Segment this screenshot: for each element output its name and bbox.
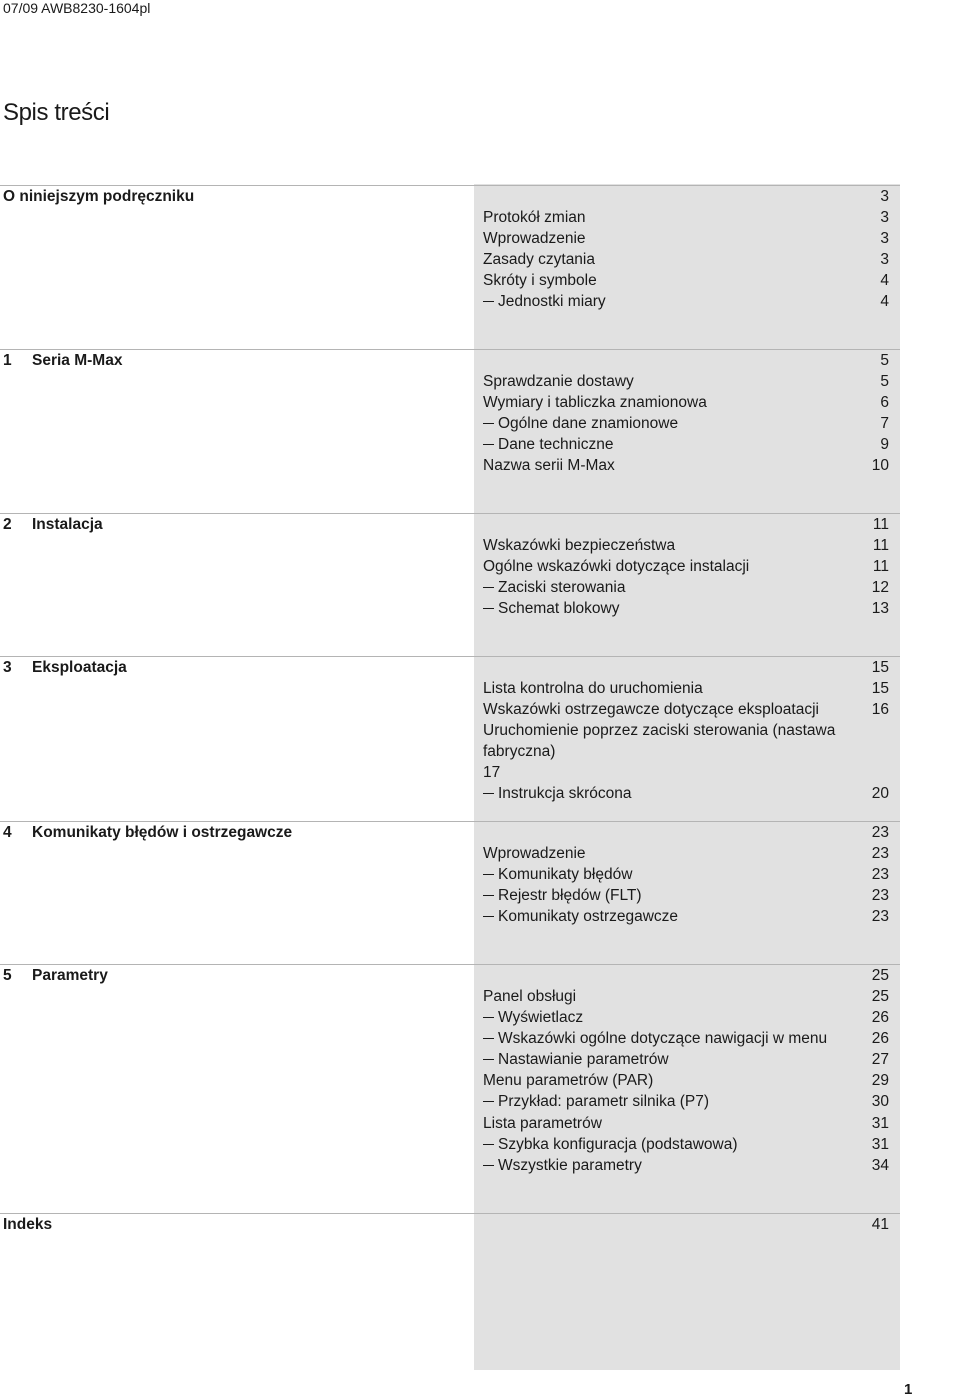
toc-entry-list [483,986,889,1176]
toc-section-page: 11 [872,516,889,533]
toc-subentry[interactable] [483,906,889,927]
toc-section-number: 3 [3,659,12,676]
toc-entry-list [483,371,889,476]
toc-subentry[interactable] [483,1155,889,1176]
toc-entry-text: Protokół zmian [483,209,586,226]
toc-entry-page: 17 [483,764,501,782]
toc-subentry[interactable] [483,1007,889,1028]
toc-entry-list [483,207,889,312]
toc-entry-text: Rejestr błędów (FLT) [498,887,642,905]
toc-entry-text: Sprawdzanie dostawy [483,373,634,390]
toc-subentry[interactable] [483,1091,889,1112]
toc-subentry[interactable] [483,783,889,804]
dash-icon [483,434,498,455]
toc-subentry[interactable] [483,885,889,906]
toc-entry-page: 3 [880,209,889,226]
toc-entry-page: 3 [880,230,889,248]
toc-entry[interactable] [483,207,889,228]
toc-entry-page: 16 [871,701,889,719]
toc-entry-text: Uruchomienie poprzez zaciski sterowania (nastawa fabryczna) [483,722,836,761]
toc-entry-text: Wskazówki ogólne dotyczące nawigacji w menu [498,1030,828,1048]
toc-entry[interactable] [483,986,889,1007]
toc-section-title[interactable] [3,514,103,535]
toc-section-title-text: Parametry [32,967,108,984]
toc-entry-page: 23 [871,887,889,905]
toc-entry-page: 10 [871,457,889,475]
toc-section-page: 23 [871,824,889,841]
toc-entry[interactable] [483,699,889,720]
toc-section-title[interactable] [3,965,108,986]
toc-entry[interactable] [483,371,889,392]
toc-entry-text: Wyświetlacz [498,1009,584,1027]
page-number: 1 [904,1381,913,1398]
toc-entry-text: Ogólne dane znamionowe [498,415,679,433]
toc-entry[interactable] [483,455,889,476]
toc-entry[interactable] [483,228,889,249]
toc-section-number: 1 [3,352,12,369]
toc-entry-list [483,535,889,619]
toc-section-page: 25 [871,967,889,984]
dash-icon [483,1091,498,1112]
dash-icon [483,1134,498,1155]
toc-entry-text: Schemat blokowy [498,600,620,618]
toc-entry-page: 12 [871,579,889,597]
toc-entry-page: 7 [880,415,889,433]
toc-entry[interactable] [483,843,889,864]
toc-entry-text: Zaciski sterowania [498,579,626,597]
dash-icon [483,577,498,598]
toc-entry-text: Nastawianie parametrów [498,1051,669,1069]
toc-section-title-text: Eksploatacja [32,659,127,676]
toc-entry-page: 31 [871,1114,889,1132]
toc-section-number: 2 [3,516,12,533]
toc-entry-page: 3 [880,251,889,269]
dash-icon [483,598,498,619]
toc-entry[interactable] [483,249,889,270]
toc-entry-page: 26 [871,1030,889,1048]
toc-entry-text: Skróty i symbole [483,272,597,290]
dash-icon [483,413,498,434]
toc-entry[interactable] [483,720,889,783]
toc-entry-page: 26 [871,1009,889,1027]
toc-entry[interactable] [483,392,889,413]
toc-entry-text: Szybka konfiguracja (podstawowa) [498,1135,738,1153]
toc-section-title-text: Komunikaty błędów i ostrzegawcze [32,824,293,841]
toc-section-page: 5 [880,352,889,369]
toc-entry[interactable] [483,1070,889,1091]
toc-entry-page: 34 [871,1156,889,1174]
dash-icon [483,291,498,312]
toc-section-page: 41 [871,1216,889,1233]
section-divider [0,964,900,965]
section-divider [0,656,900,657]
toc-entry-text: Instrukcja skrócona [498,785,632,803]
toc-section-title-text: Indeks [3,1216,53,1233]
document-id: 07/09 AWB8230-1604pl [3,0,151,16]
toc-subentry[interactable] [483,1134,889,1155]
dash-icon [483,1007,498,1028]
toc-entry-page: 31 [871,1135,889,1153]
toc-section-title[interactable] [3,822,292,843]
toc-entry-page: 5 [880,373,889,390]
toc-entry-text: Jednostki miary [498,293,606,311]
toc-entry-text: Panel obsługi [483,988,577,1005]
toc-subentry[interactable] [483,598,889,619]
toc-section-number: 4 [3,824,12,841]
toc-entry-page: 4 [880,293,889,311]
toc-entry-page: 20 [871,785,889,803]
toc-section-title-text: O niniejszym podręczniku [3,188,195,205]
toc-entry-page: 30 [871,1093,889,1111]
toc-entry-text: Wprowadzenie [483,845,586,862]
toc-section-page: 3 [880,188,889,205]
page-title: Spis treści [3,99,110,126]
toc-entry-page: 25 [871,988,889,1005]
toc-section-title[interactable] [3,350,122,371]
toc-entry-text: Wskazówki ostrzegawcze dotyczące eksploatacji [483,701,819,719]
toc-entry-text: Lista parametrów [483,1114,602,1132]
section-divider [0,349,900,350]
toc-entry-text: Wymiary i tabliczka znamionowa [483,394,707,412]
toc-entry-text: Wskazówki bezpieczeństwa [483,537,676,554]
toc-section-number: 5 [3,967,12,984]
dash-icon [483,885,498,906]
toc-entry-page: 23 [871,866,889,884]
toc-entry-text: Zasady czytania [483,251,595,269]
toc-entry[interactable] [483,270,889,291]
toc-entry-page: 15 [871,680,889,697]
toc-section-title[interactable] [3,657,127,678]
toc-entry-text: Komunikaty błędów [498,866,633,884]
toc-entry-text: Menu parametrów (PAR) [483,1072,654,1090]
toc-subentry[interactable] [483,434,889,455]
toc-entry-text: Komunikaty ostrzegawcze [498,908,679,926]
toc-entry-text: Wszystkie parametry [498,1156,642,1174]
toc-subentry[interactable] [483,1049,889,1070]
toc-entry-page: 6 [880,394,889,412]
toc-entry-page: 23 [871,908,889,926]
toc-entry-page: 29 [871,1072,889,1090]
toc-entry-page: 9 [880,436,889,454]
toc-entry-list [483,678,889,805]
toc-entry-page: 4 [880,272,889,290]
section-divider [0,513,900,514]
dash-icon [483,1028,498,1049]
toc-entry[interactable] [483,678,889,699]
toc-subentry[interactable] [483,577,889,598]
toc-entry-text: Nazwa serii M-Max [483,457,615,475]
toc-section-title-text: Instalacja [32,516,103,533]
toc-subentry[interactable] [483,413,889,434]
toc-entry-page: 11 [872,558,889,576]
dash-icon [483,1155,498,1176]
toc-section-page: 15 [871,659,889,676]
toc-entry[interactable] [483,556,889,577]
toc-section-title-text: Seria M-Max [32,352,123,369]
dash-icon [483,864,498,885]
toc-entry-page: 23 [871,845,889,862]
toc-entry-page: 13 [871,600,889,618]
toc-entry-text: Lista kontrolna do uruchomienia [483,680,703,697]
toc-entry[interactable] [483,1113,889,1134]
toc-subentry[interactable] [483,291,889,312]
toc-section-title[interactable] [3,186,194,207]
toc-subentry[interactable] [483,1028,889,1049]
toc-entry-text: Wprowadzenie [483,230,586,248]
toc-entry-page: 27 [871,1051,889,1069]
toc-entry-text: Ogólne wskazówki dotyczące instalacji [483,558,750,576]
dash-icon [483,783,498,804]
toc-entry[interactable] [483,535,889,556]
toc-entry-list [483,843,889,927]
toc-subentry[interactable] [483,864,889,885]
section-divider [0,1213,900,1214]
toc-entry-text: Przykład: parametr silnika (P7) [498,1093,710,1111]
toc-entry-text: Dane techniczne [498,436,614,454]
toc-section-title[interactable] [3,1214,52,1235]
dash-icon [483,906,498,927]
dash-icon [483,1049,498,1070]
toc-entry-page: 11 [872,537,889,554]
